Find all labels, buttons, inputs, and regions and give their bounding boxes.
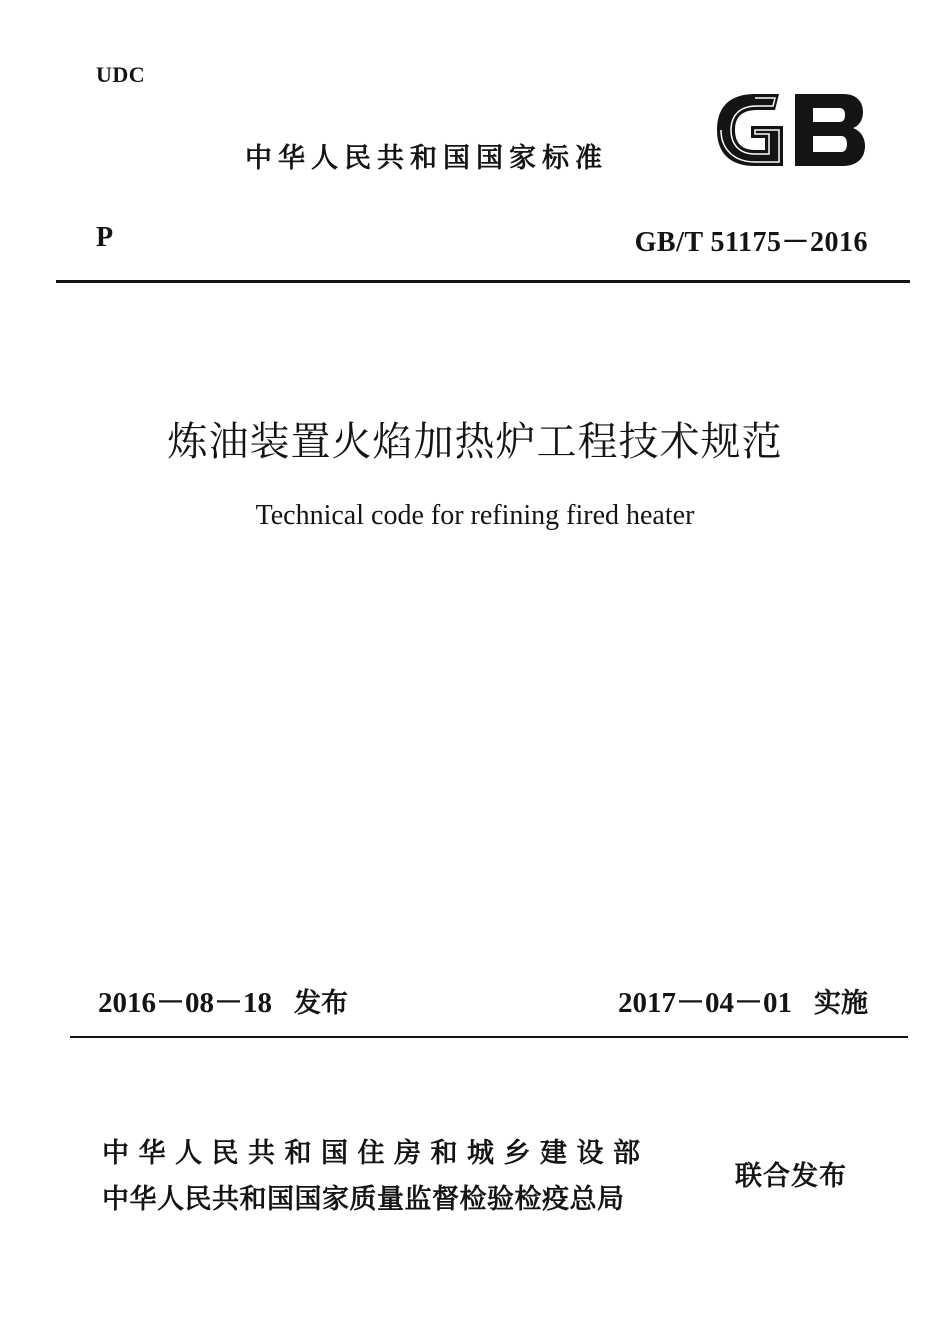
gb-logo	[711, 90, 867, 170]
footer-divider	[70, 1036, 908, 1038]
joint-release-label: 联合发布	[735, 1161, 847, 1192]
issue-date-block	[98, 980, 348, 1021]
implementation-label: 实施	[814, 988, 868, 1019]
standard-number: GB/T 51175－2016	[634, 227, 868, 258]
udc-label: UDC	[96, 62, 146, 87]
national-standard-heading: 中华人民共和国国家标准	[245, 143, 608, 174]
publisher-aqsiq: 中华人民共和国国家质量监督检验检疫总局	[102, 1184, 625, 1215]
issue-label: 发布	[294, 988, 349, 1019]
title-english: Technical code for refining fired heater	[255, 500, 695, 531]
publisher-ministry-housing: 中华人民共和国住房和城乡建设部	[102, 1138, 650, 1169]
implementation-date: 2017－04－01	[617, 987, 792, 1019]
title-chinese: 炼油装置火焰加热炉工程技术规范	[167, 419, 783, 465]
issue-date: 2016－08－18	[98, 987, 273, 1019]
implementation-date-block	[618, 980, 868, 1021]
category-code: P	[96, 222, 114, 253]
header-divider	[56, 280, 910, 283]
